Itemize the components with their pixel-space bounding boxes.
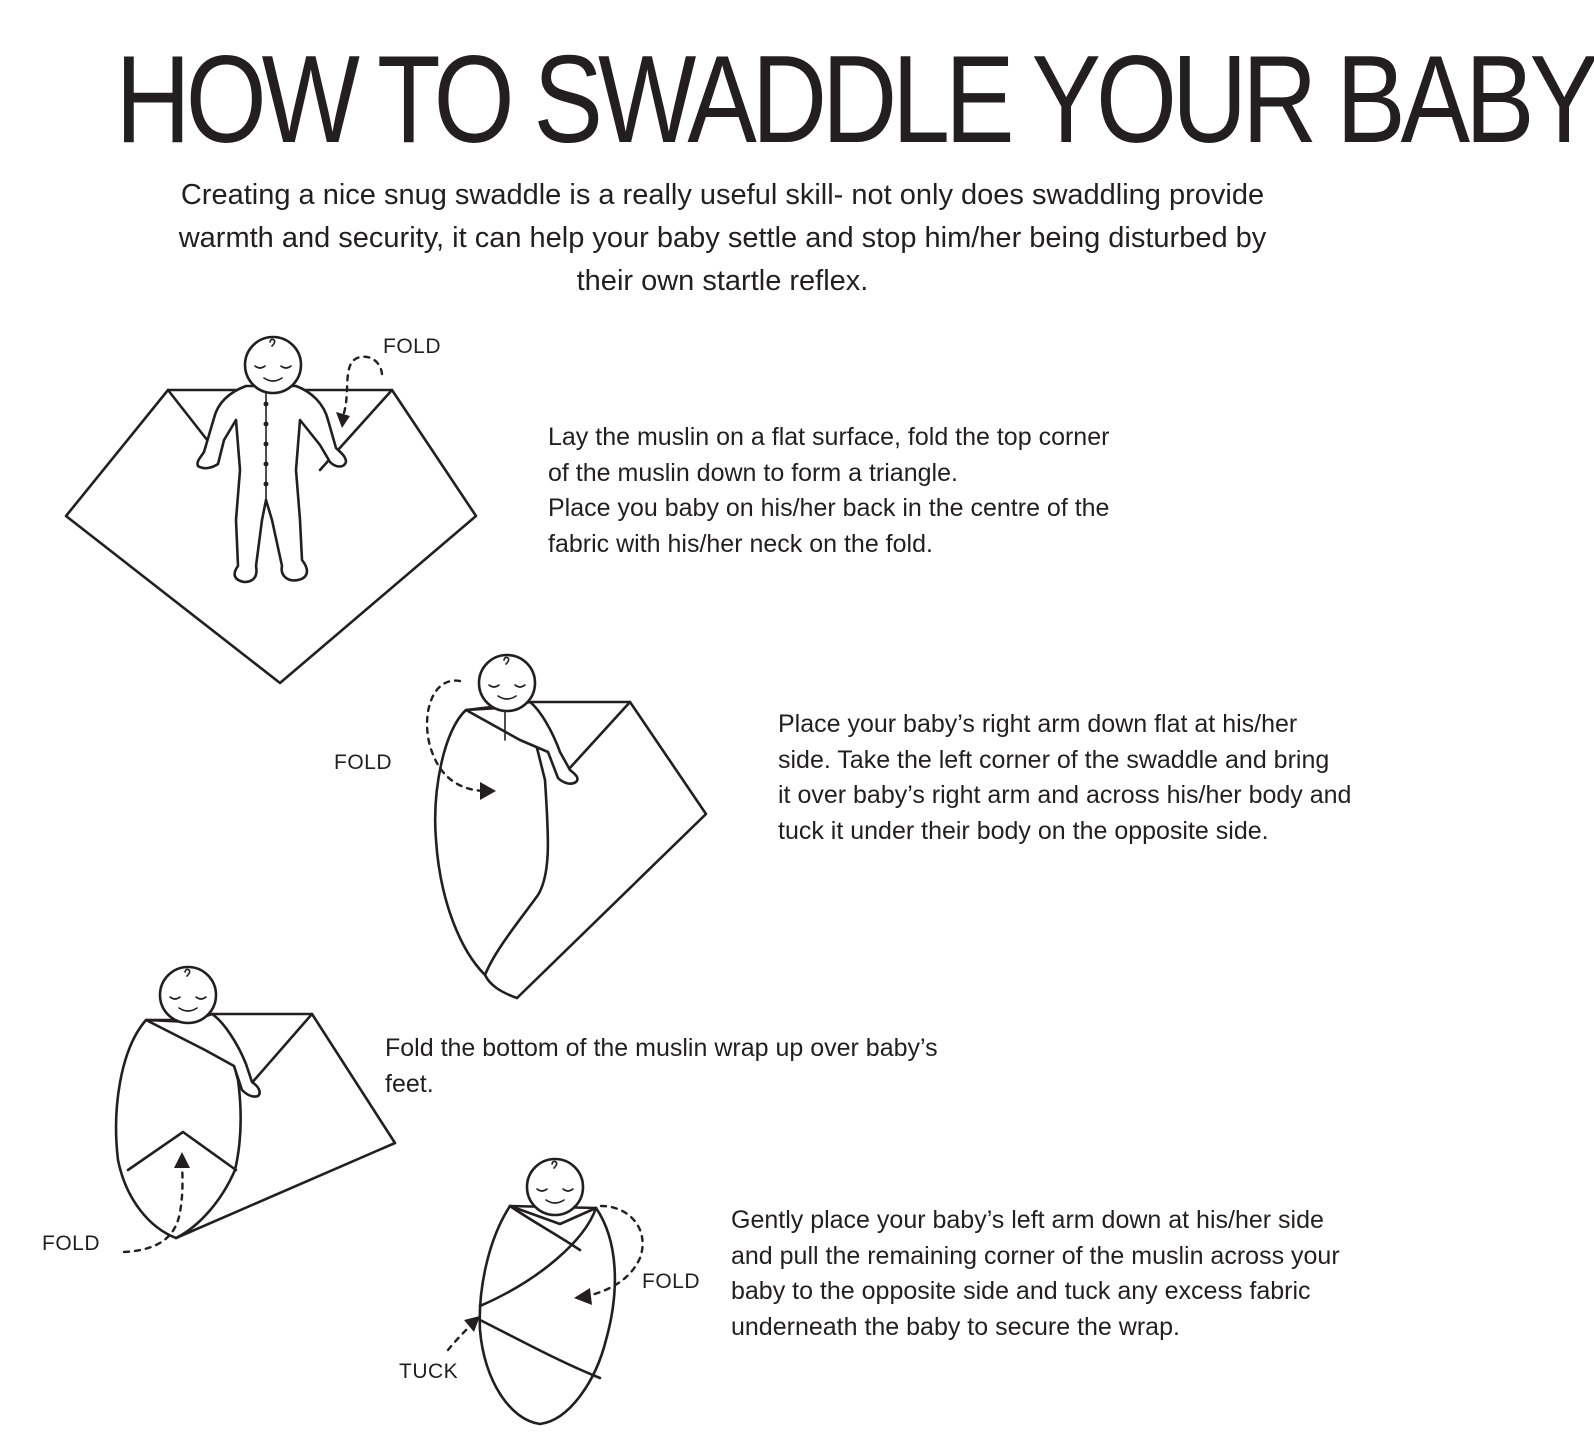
intro-line: their own startle reflex. bbox=[576, 265, 869, 297]
step-line: Place you baby on his/her back in the centre of the bbox=[548, 494, 1110, 522]
swaddle-step4-illustration bbox=[448, 1159, 643, 1424]
swaddle-step2-illustration bbox=[427, 655, 706, 998]
step-line: and pull the remaining corner of the muslin across your bbox=[731, 1241, 1340, 1270]
page-title: HOW TO SWADDLE YOUR BABY bbox=[115, 31, 1594, 169]
step-1-text bbox=[548, 420, 1109, 562]
step-line: tuck it under their body on the opposite side. bbox=[778, 816, 1269, 845]
step-line: feet. bbox=[385, 1069, 434, 1098]
step-line: Place your baby’s right arm down flat at his/her bbox=[778, 710, 1298, 738]
step-line: Lay the muslin on a flat surface, fold the top corner bbox=[548, 423, 1110, 451]
step-line: side. Take the left corner of the swaddle and bring bbox=[778, 745, 1330, 774]
fold-label: FOLD bbox=[383, 335, 442, 358]
step-3-text bbox=[385, 1031, 938, 1102]
swaddle-step3-illustration bbox=[116, 967, 395, 1252]
step-line: Fold the bottom of the muslin wrap up over baby’s bbox=[385, 1034, 938, 1062]
step-line: Gently place your baby’s left arm down at his/her side bbox=[731, 1206, 1324, 1234]
baby-onesie-illustration bbox=[66, 337, 476, 683]
fold-label: FOLD bbox=[42, 1232, 101, 1255]
step-line: fabric with his/her neck on the fold. bbox=[548, 529, 933, 558]
fold-label: FOLD bbox=[334, 751, 393, 774]
step-4-text bbox=[731, 1203, 1340, 1345]
step-line: of the muslin down to form a triangle. bbox=[548, 458, 958, 487]
step-2-text bbox=[778, 707, 1351, 849]
intro-line: warmth and security, it can help your baby settle and stop him/her being disturbed by bbox=[178, 222, 1267, 254]
tuck-label: TUCK bbox=[399, 1360, 459, 1383]
step-line: it over baby’s right arm and across his/her body and bbox=[778, 781, 1352, 809]
step-line: underneath the baby to secure the wrap. bbox=[731, 1312, 1180, 1341]
fold-label: FOLD bbox=[642, 1270, 701, 1293]
intro-line: Creating a nice snug swaddle is a really useful skill- not only does swaddling provide bbox=[180, 179, 1265, 211]
step-line: baby to the opposite side and tuck any excess fabric bbox=[731, 1277, 1311, 1305]
